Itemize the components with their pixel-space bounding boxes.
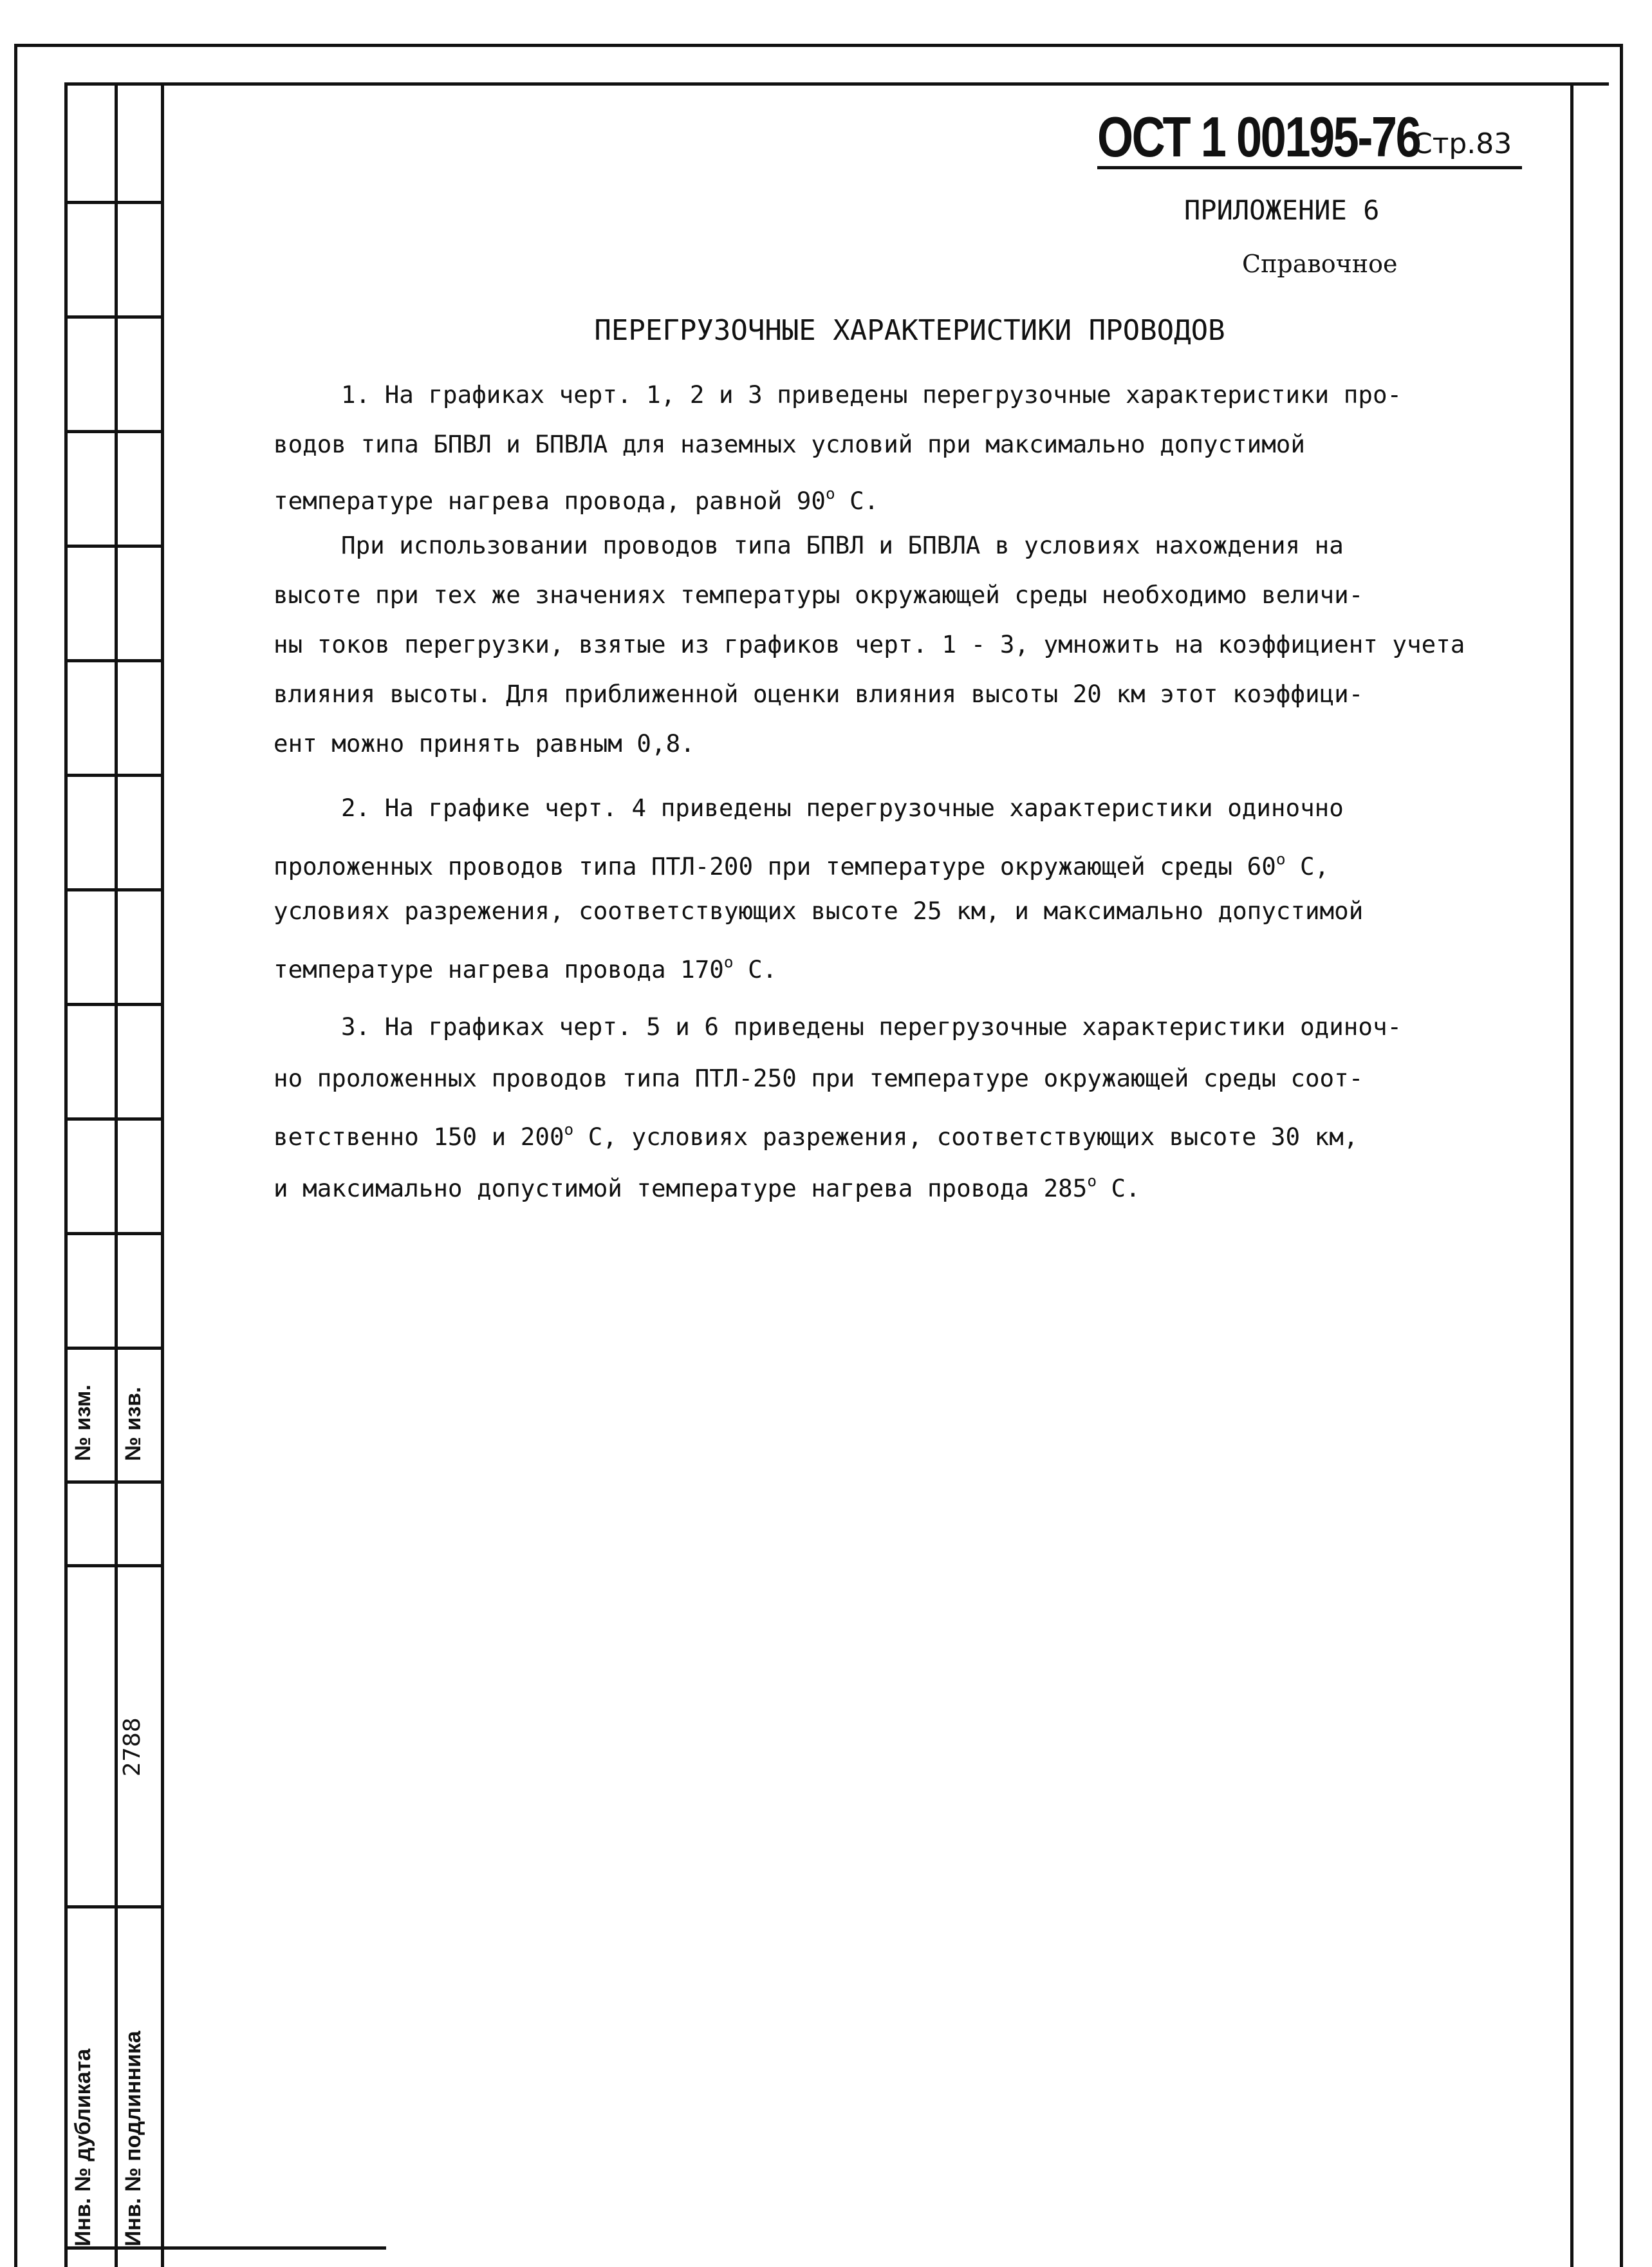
- margin-grid-line: [64, 888, 164, 891]
- degree-sign: o: [1087, 1171, 1097, 1190]
- margin-inv-number: 2788: [119, 1717, 145, 1777]
- margin-grid-line: [64, 1347, 164, 1350]
- paragraph-line: высоте при тех же значениях температуры окружающей среды необходимо величи-: [274, 581, 1364, 609]
- margin-grid-line: [64, 659, 164, 662]
- margin-column-divider-middle: [115, 82, 118, 2267]
- margin-column-divider-outer: [64, 82, 68, 2267]
- paragraph-line: температуре нагрева провода, равной 90$^o$ C.: [274, 484, 879, 515]
- margin-bottom-line: [64, 2246, 386, 2250]
- degree-sign: o: [1276, 850, 1286, 868]
- content-top-border: [64, 82, 1609, 86]
- margin-grid-line: [64, 1232, 164, 1235]
- document-header: [1097, 105, 1522, 169]
- paragraph-line: температуре нагрева провода 170$^o$ C.: [274, 953, 777, 984]
- content-right-border: [1570, 82, 1573, 2267]
- paragraph-line: ны токов перегрузки, взятые из графиков черт. 1 - 3, умножить на коэффициент учета: [274, 630, 1465, 658]
- page-frame: [14, 44, 1623, 2267]
- margin-grid-line: [64, 1003, 164, 1006]
- paragraph-line: При использовании проводов типа БПВЛ и БПВЛА в условиях нахождения на: [341, 531, 1344, 559]
- margin-label-inv-original: Инв. № подлинника: [121, 2031, 145, 2246]
- paragraph-line: 3. На графиках черт. 5 и 6 приведены перегрузочные характеристики одиноч-: [341, 1012, 1402, 1041]
- margin-grid-line: [64, 1117, 164, 1121]
- paragraph-line: 2. На графике черт. 4 приведены перегрузочные характеристики одиночно: [341, 794, 1344, 822]
- page-number: Стр.83: [1413, 127, 1512, 160]
- degree-sign: o: [564, 1120, 574, 1139]
- paragraph-line: и максимально допустимой температуре нагрева провода 285$^o$ C.: [274, 1171, 1140, 1202]
- document-code: ОСТ 1 00195-76: [1097, 105, 1420, 169]
- margin-grid-line: [64, 1564, 164, 1567]
- margin-label-notice-no: № изв.: [121, 1386, 145, 1461]
- margin-grid-line: [64, 201, 164, 204]
- margin-grid-line: [64, 430, 164, 433]
- section-title: ПЕРЕГРУЗОЧНЫЕ ХАРАКТЕРИСТИКИ ПРОВОДОВ: [594, 314, 1225, 347]
- paragraph-line: водов типа БПВЛ и БПВЛА для наземных условий при максимально допустимой: [274, 430, 1305, 458]
- margin-label-inv-duplicate: Инв. № дубликата: [71, 2048, 95, 2246]
- degree-sign: o: [723, 953, 734, 971]
- degree-sign: o: [825, 484, 835, 503]
- paragraph-line: но проложенных проводов типа ПТЛ-250 при температуре окружающей среды соот-: [274, 1064, 1364, 1092]
- margin-grid-line: [64, 1905, 164, 1908]
- margin-grid-line: [64, 774, 164, 777]
- reference-note: Справочное: [1242, 250, 1398, 278]
- margin-label-change-no: № изм.: [71, 1385, 95, 1461]
- paragraph-line: ветственно 150 и 200$^o$ C, условиях разрежения, соответствующих высоте 30 км,: [274, 1120, 1359, 1151]
- margin-column-divider-inner: [161, 82, 164, 2267]
- paragraph-line: проложенных проводов типа ПТЛ-200 при температуре окружающей среды 60$^o$ C,: [274, 850, 1330, 881]
- appendix-label: ПРИЛОЖЕНИЕ 6: [1184, 194, 1380, 226]
- margin-grid-line: [64, 545, 164, 548]
- paragraph-line: 1. На графиках черт. 1, 2 и 3 приведены перегрузочные характеристики про-: [341, 380, 1402, 409]
- paragraph-line: ент можно принять равным 0,8.: [274, 729, 695, 758]
- paragraph-line: условиях разрежения, соответствующих высоте 25 км, и максимально допустимой: [274, 897, 1364, 925]
- paragraph-line: влияния высоты. Для приближенной оценки влияния высоты 20 км этот коэффици-: [274, 680, 1364, 708]
- margin-grid-line: [64, 1480, 164, 1484]
